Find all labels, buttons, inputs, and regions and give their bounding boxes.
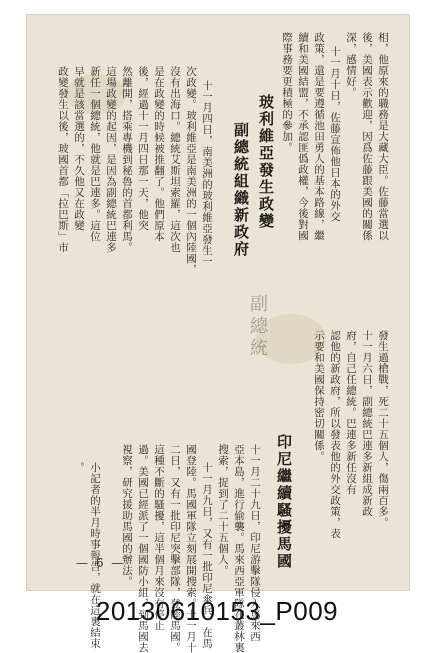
- faded-stamp: 副總統: [247, 294, 268, 360]
- text-line: 是在政變的時候被推翻了。他們原本: [153, 66, 165, 242]
- text-line: 府，自己任總統。巴連多新任沒有: [345, 330, 357, 495]
- article-title: 玻利維亞發生政變: [257, 94, 275, 230]
- closing-punct: 。: [73, 462, 85, 473]
- text-line: 認他的新政府，所以發表他的外交政策，表: [329, 330, 341, 539]
- text-line: 十一月十日，佐藤宣佈他日本的外交: [329, 46, 341, 222]
- text-line: 後，美國表示歡迎，因爲佐藤跟美國的關係: [361, 32, 373, 241]
- text-line: 政變發生以後，玻國首都「拉巴斯」市: [57, 66, 69, 253]
- text-line: 示要和美國保持密切關係。: [313, 330, 325, 462]
- text-line: 發生過槍戰，死二十五個人，傷兩百多。: [377, 330, 389, 528]
- text-line: 續和美國結盟，不承認匪僞政權，今後對國: [297, 32, 309, 241]
- article-subtitle: 副總統組織新政府: [232, 122, 250, 258]
- image-caption: 20130610153_P009: [95, 596, 339, 626]
- text-line: 二日，又有一批印尼突擊部隊，登陸馬國。: [169, 444, 181, 653]
- page-number: — 6 —: [76, 556, 126, 570]
- text-line: 這種不斷的騷擾，這半個月來沒有停止: [153, 444, 165, 631]
- text-line: 早就是該當選的，不久他又在政變: [73, 66, 85, 231]
- text-line: 十一月四日，南美洲的玻利維亞發生一: [201, 80, 213, 267]
- text-line: 十一月六日，副總統巴連多新組成新政: [361, 330, 373, 517]
- text-line: 過。美國已經派了一個國防小組，到馬國去: [137, 444, 149, 653]
- text-line: 新任一個總統，他就是巴連多。這位: [89, 66, 101, 242]
- text-line: 後，經過十一月四日那一天，他突: [137, 66, 149, 231]
- text-line: 視察，研究援助馬國的辦法。: [121, 444, 133, 587]
- text-line: 國登陸。馬國軍隊立刻展開搜索。十一月十: [185, 444, 197, 653]
- text-line: 次政變。玻利維亞是南美洲的一個內陸國，: [185, 66, 197, 275]
- text-line: 沒有出海口。總統艾斯坦索羅，這次也: [169, 66, 181, 253]
- text-line: 際事務要更積極的參加。: [281, 32, 293, 153]
- text-line: 然離開，搭乘專機到秘魯的首都利馬。: [121, 66, 133, 253]
- text-line: 十一月二十九日，印尼游擊隊侵入馬來西: [249, 444, 261, 642]
- text-line: 政策，還是要遵循池田勇人的基本路線，繼: [313, 32, 325, 241]
- text-line: 亞本島，進行偷襲。馬來西亞軍隊在叢林裏: [233, 444, 245, 653]
- text-line: 深，感情好。: [345, 32, 357, 98]
- closing-line: 小記者的半月時事報告，就在這裏結束: [89, 462, 101, 649]
- text-line: 搜索，捉到了二十五個人。: [217, 444, 229, 576]
- text-line: 十一月九日，又有一批印尼傘兵，在馬: [201, 462, 213, 649]
- text-line: 這場政變的起因，是因為副總統巴連多: [105, 66, 117, 253]
- text-line: 相，他原來的職務是大藏大臣。佐藤當選以: [377, 32, 389, 241]
- article-title: 印尼繼續騷擾馬國: [275, 434, 293, 570]
